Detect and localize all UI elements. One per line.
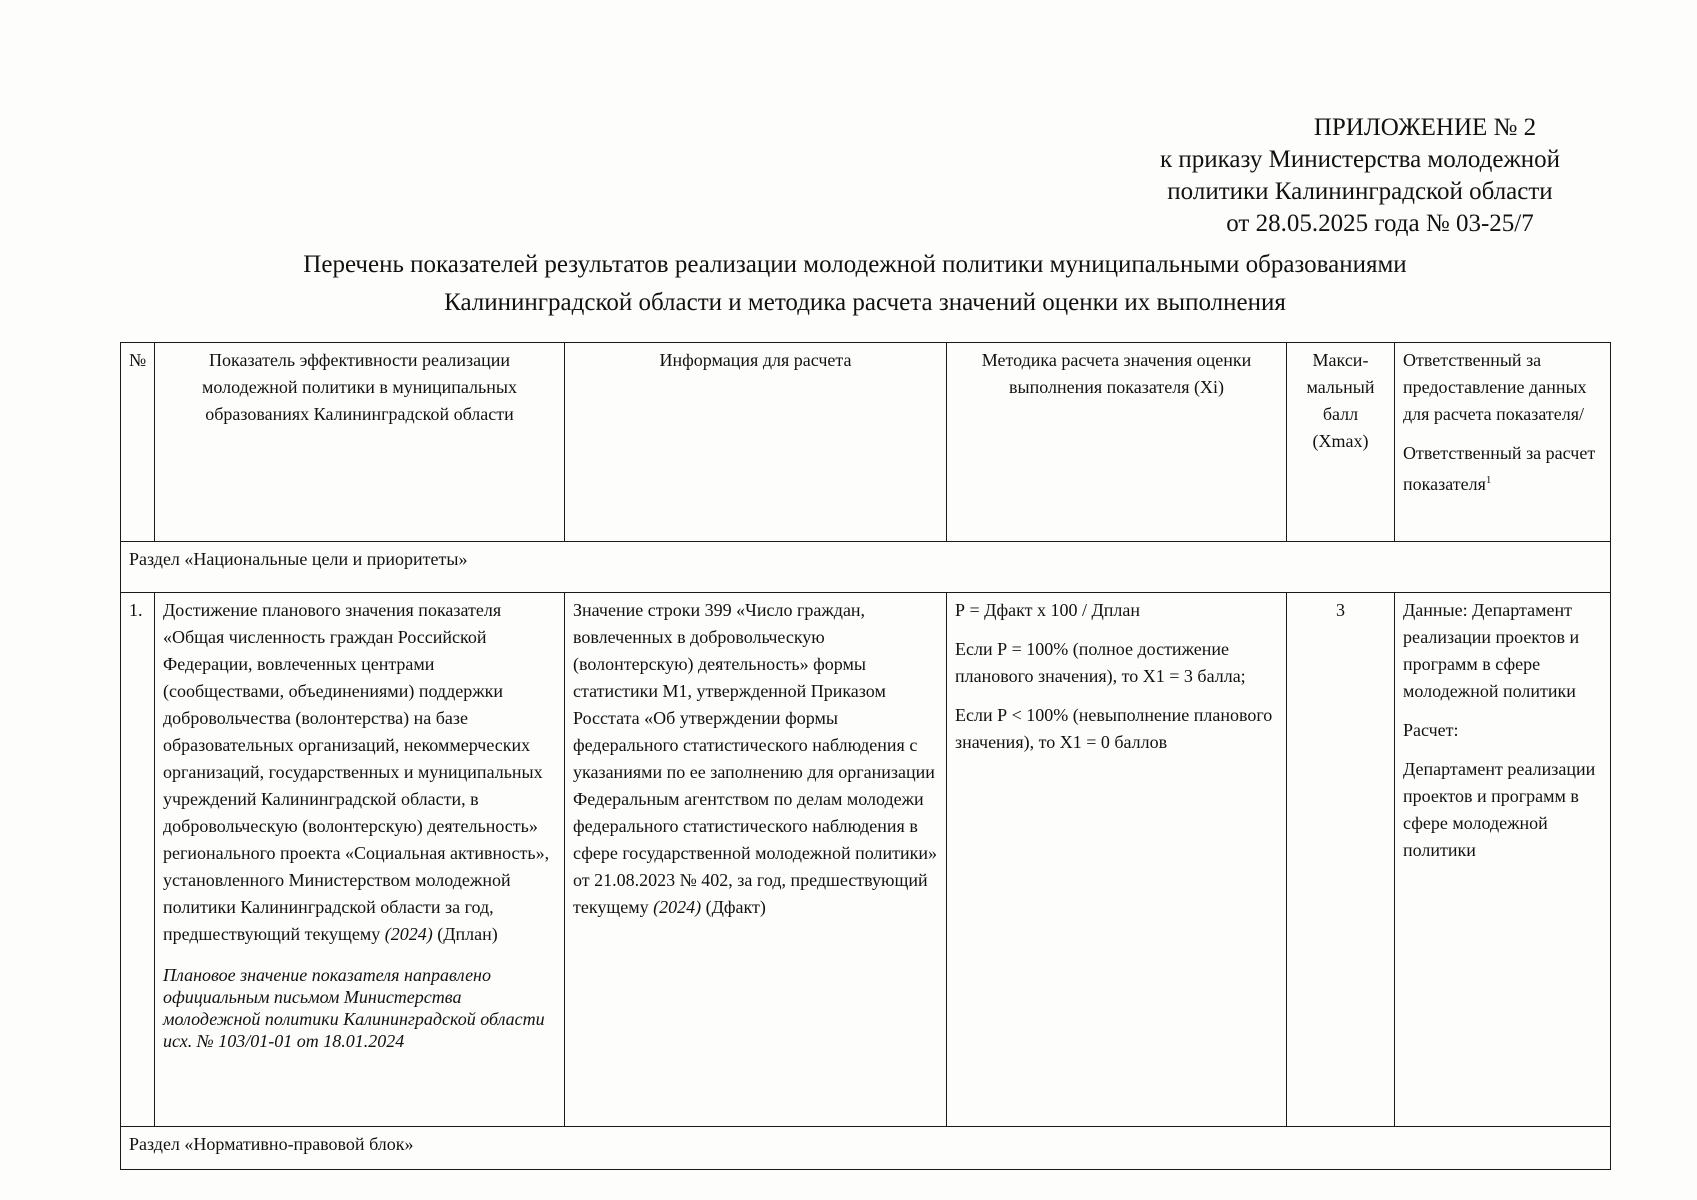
section-regulatory: Раздел «Нормативно-правовой блок» [121, 1127, 1611, 1170]
resp-data: Данные: Департамент реализации проектов и программ в сфере молодежной политики [1403, 600, 1580, 701]
header-max-score: Макси-мальный балл (Xmax) [1287, 343, 1395, 542]
method-case-1: Если Р = 100% (полное достижение планового значения), то Х1 = 3 балла; [955, 639, 1246, 686]
title-line-2: Калининградской области и методика расчета значений оценки их выполнения [444, 289, 1286, 316]
indicator-note: Плановое значение показателя направлено официальным письмом Министерства молодежной политики Калининградской области исх. № 103/01-01 от 18.01.2024 [163, 965, 545, 1051]
header-responsible-calc: Ответственный за расчет показателя [1403, 443, 1596, 494]
method-case-2: Если Р < 100% (невыполнение планового значения), то Х1 = 0 баллов [955, 705, 1273, 752]
indicator-year: (2024) [384, 924, 433, 944]
appendix-date-line: от 28.05.2025 года № 03-25/7 [1226, 210, 1534, 237]
row-responsible [1395, 593, 1611, 1127]
header-info: Информация для расчета [565, 343, 947, 542]
info-tail: (Дфакт) [705, 897, 766, 917]
row-num: 1. [121, 593, 155, 1127]
section-row [121, 1127, 1611, 1170]
info-year: (2024) [653, 897, 702, 917]
appendix-order-line: к приказу Министерства молодежной [1159, 146, 1561, 173]
info-text: Значение строки 399 «Число граждан, вовлеченных в добровольческую (волонтерскую) деятельность» формы статистики М1, утвержденной Приказом Росстата «Об утверждении формы федерального статистического наблюдения с указаниями по ее заполнению для организации Федеральным агентством по делам молодежи федерального статистического наблюдения в сфере государственной молодежной политики» от 21.08.2023 № 402, за год, предшествующий текущему [573, 600, 937, 917]
table-row [121, 593, 1611, 1127]
row-method [947, 593, 1287, 1127]
section-national-goals: Раздел «Национальные цели и приоритеты» [121, 542, 1611, 593]
header-method: Методика расчета значения оценки выполнения показателя (Xi) [947, 343, 1287, 542]
indicators-table [120, 342, 1611, 1170]
appendix-header [1100, 112, 1620, 240]
resp-calc-label: Расчет: [1403, 720, 1459, 740]
indicator-tail: (Дплан) [437, 924, 498, 944]
row-indicator [155, 593, 565, 1127]
row-info [565, 593, 947, 1127]
header-responsible-data: Ответственный за предоставление данных для расчета показателя/ [1403, 350, 1587, 424]
section-row [121, 542, 1611, 593]
method-formula: Р = Дфакт х 100 / Дплан [955, 600, 1140, 620]
document-title [150, 246, 1540, 322]
header-responsible [1395, 343, 1611, 542]
appendix-ministry-line: политики Калининградской области [1167, 178, 1553, 205]
footnote-marker: 1 [1485, 474, 1492, 486]
header-num: № [121, 343, 155, 542]
row-max-score: 3 [1287, 593, 1395, 1127]
appendix-number: ПРИЛОЖЕНИЕ № 2 [1313, 114, 1537, 141]
resp-calc: Департамент реализации проектов и программ в сфере молодежной политики [1403, 759, 1596, 860]
table-header-row [121, 343, 1611, 542]
header-indicator: Показатель эффективности реализации молодежной политики в муниципальных образованиях Калининградской области [155, 343, 565, 542]
title-line-1: Перечень показателей результатов реализации молодежной политики муниципальными образованиями [303, 251, 1407, 278]
indicator-text: Достижение планового значения показателя «Общая численность граждан Российской Федерации, вовлеченных центрами (сообществами, объединениями) поддержки добровольчества (волонтерства) на базе образовательных организаций, некоммерческих организаций, государственных и муниципальных учреждений Калининградской области, в добровольческую (волонтерскую) деятельность» регионального проекта «Социальная активность», установленного Министерством молодежной политики Калининградской области за год, предшествующий текущему [163, 600, 550, 944]
